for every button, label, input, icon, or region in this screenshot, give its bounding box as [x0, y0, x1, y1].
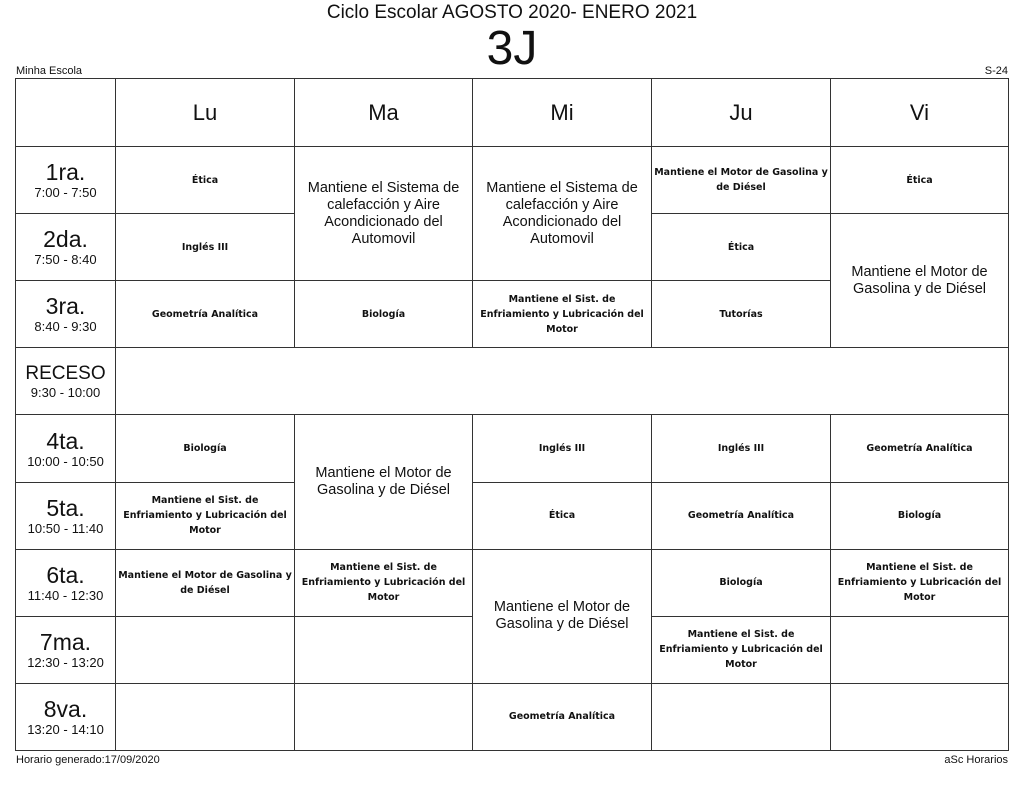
period-number: 8va. — [43, 695, 88, 722]
lesson-cell: Biología — [831, 482, 1009, 549]
lesson-cell: Ética — [473, 482, 652, 549]
lesson-cell: Mantiene el Motor de Gasolina y de Diésel — [652, 147, 831, 214]
period-time: 8:40 - 9:30 — [34, 319, 97, 335]
period-label — [16, 147, 116, 214]
period-label — [16, 683, 116, 750]
period-label — [16, 281, 116, 348]
empty-cell — [295, 616, 473, 683]
lesson-cell: Mantiene el Motor de Gasolina y de Diésel — [473, 549, 652, 683]
lesson-cell: Biología — [295, 281, 473, 348]
empty-cell — [116, 616, 295, 683]
lesson-cell: Mantiene el Sist. de Enfriamiento y Lubricación del Motor — [652, 616, 831, 683]
empty-cell — [831, 616, 1009, 683]
period-label — [16, 348, 116, 415]
lesson-cell: Tutorías — [652, 281, 831, 348]
lesson-cell: Geometría Analítica — [831, 415, 1009, 482]
day-header-lu: Lu — [116, 79, 295, 147]
day-header-row — [16, 79, 1009, 147]
period-number: 6ta. — [46, 561, 85, 588]
generated-date: Horario generado:17/09/2020 — [16, 754, 160, 766]
period-time: 11:40 - 12:30 — [27, 587, 104, 603]
empty-cell — [831, 683, 1009, 750]
break-label: RECESO — [25, 362, 106, 384]
lesson-cell: Mantiene el Sist. de Enfriamiento y Lubricación del Motor — [473, 281, 652, 348]
period-row — [16, 549, 1009, 616]
lesson-cell: Ética — [831, 147, 1009, 214]
lesson-cell: Mantiene el Sist. de Enfriamiento y Lubricación del Motor — [116, 482, 295, 549]
lesson-cell: Mantiene el Sistema de calefacción y Aire Acondicionado del Automovil — [295, 147, 473, 281]
lesson-cell: Biología — [116, 415, 295, 482]
period-label — [16, 214, 116, 281]
schedule-title: Ciclo Escolar AGOSTO 2020- ENERO 2021 — [326, 2, 698, 23]
empty-cell — [116, 683, 295, 750]
lesson-cell: Inglés III — [652, 415, 831, 482]
lesson-cell: Inglés III — [473, 415, 652, 482]
lesson-cell: Mantiene el Motor de Gasolina y de Diésel — [831, 214, 1009, 348]
lesson-cell: Mantiene el Sistema de calefacción y Aire Acondicionado del Automovil — [473, 147, 652, 281]
period-time: 7:50 - 8:40 — [34, 252, 97, 268]
day-header-ju: Ju — [652, 79, 831, 147]
period-label — [16, 482, 116, 549]
corner-cell — [16, 79, 116, 147]
lesson-cell: Mantiene el Motor de Gasolina y de Diésel — [116, 549, 295, 616]
software-credit: aSc Horarios — [944, 754, 1008, 766]
break-row — [16, 348, 1009, 415]
empty-cell — [652, 683, 831, 750]
period-time: 12:30 - 13:20 — [27, 654, 104, 670]
period-number: 5ta. — [46, 494, 85, 521]
period-row — [16, 683, 1009, 750]
school-name: Minha Escola — [16, 65, 83, 77]
period-label — [16, 616, 116, 683]
lesson-cell: Ética — [652, 214, 831, 281]
lesson-cell: Geometría Analítica — [473, 683, 652, 750]
class-name: 3J — [486, 22, 538, 75]
lesson-cell: Inglés III — [116, 214, 295, 281]
period-row — [16, 147, 1009, 214]
period-time: 9:30 - 10:00 — [30, 384, 101, 400]
room-code: S-24 — [984, 65, 1008, 77]
period-number: 3ra. — [45, 293, 86, 320]
period-time: 7:00 - 7:50 — [34, 185, 97, 201]
break-cell — [116, 348, 1009, 415]
period-row — [16, 415, 1009, 482]
period-time: 13:20 - 14:10 — [27, 721, 104, 737]
timetable-grid — [15, 78, 1009, 751]
lesson-cell: Mantiene el Sist. de Enfriamiento y Lubricación del Motor — [831, 549, 1009, 616]
period-number: 7ma. — [39, 628, 92, 655]
day-header-vi: Vi — [831, 79, 1009, 147]
period-number: 4ta. — [46, 427, 85, 454]
day-header-mi: Mi — [473, 79, 652, 147]
period-label — [16, 549, 116, 616]
period-number: 2da. — [43, 226, 88, 253]
period-time: 10:00 - 10:50 — [27, 453, 104, 469]
period-row — [16, 482, 1009, 549]
period-time: 10:50 - 11:40 — [27, 520, 104, 536]
lesson-cell: Geometría Analítica — [652, 482, 831, 549]
empty-cell — [295, 683, 473, 750]
lesson-cell: Ética — [116, 147, 295, 214]
lesson-cell: Mantiene el Motor de Gasolina y de Diésel — [295, 415, 473, 549]
period-label — [16, 415, 116, 482]
period-number: 1ra. — [45, 159, 86, 186]
lesson-cell: Biología — [652, 549, 831, 616]
day-header-ma: Ma — [295, 79, 473, 147]
lesson-cell: Geometría Analítica — [116, 281, 295, 348]
lesson-cell: Mantiene el Sist. de Enfriamiento y Lubricación del Motor — [295, 549, 473, 616]
